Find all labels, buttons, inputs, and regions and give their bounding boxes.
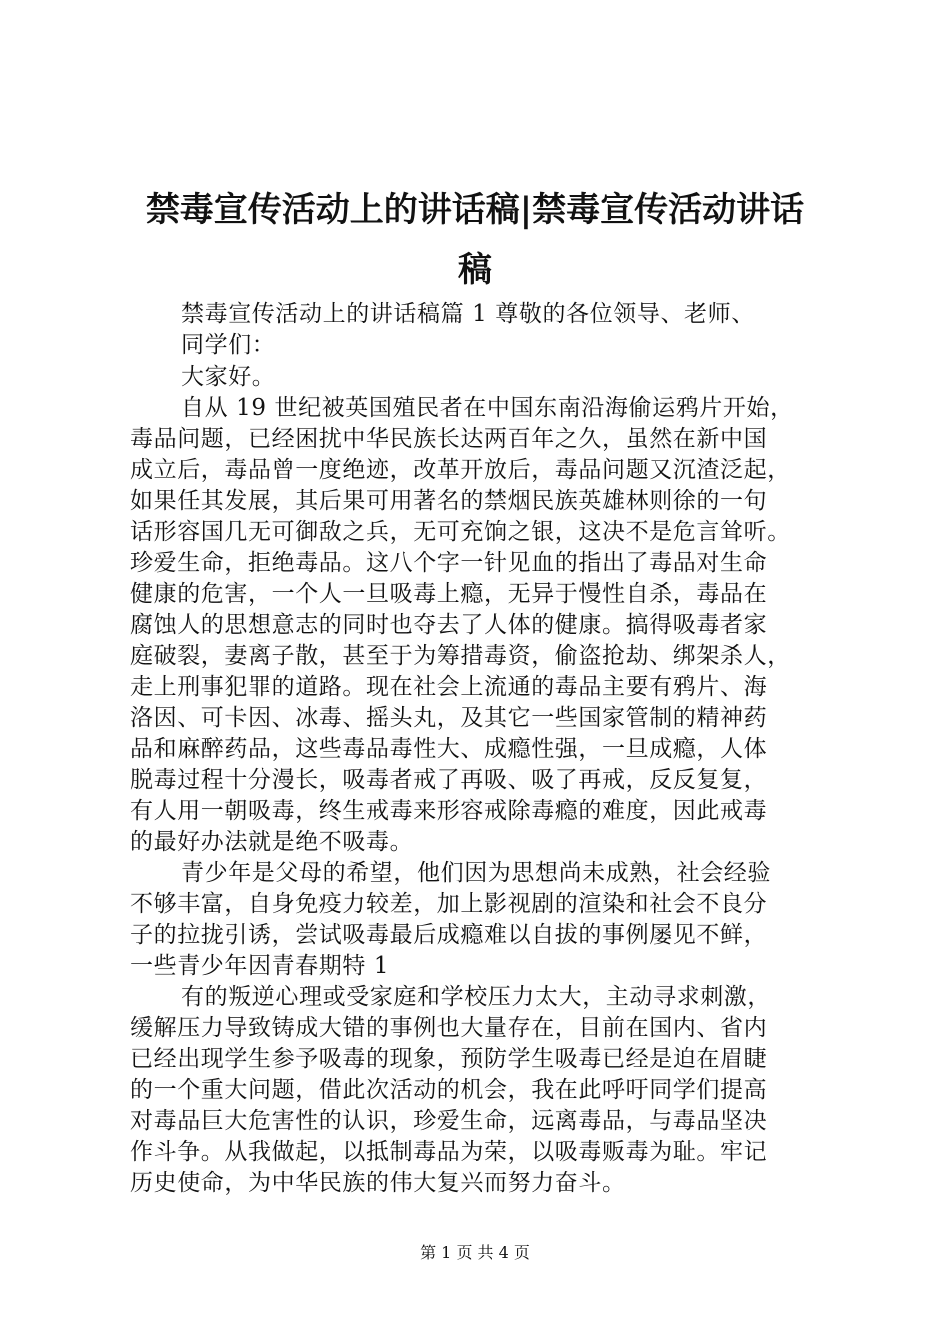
body-line: 作斗争。从我做起，以抵制毒品为荣，以吸毒贩毒为耻。牢记	[130, 1139, 768, 1165]
page-footer: 第 1 页 共 4 页	[420, 1243, 530, 1262]
body-line: 一些青少年因青春期特 1	[130, 953, 390, 979]
body-line: 已经出现学生参予吸毒的现象，预防学生吸毒已经是迫在眉睫	[130, 1046, 768, 1072]
body-line: 对毒品巨大危害性的认识，珍爱生命，远离毒品，与毒品坚决	[130, 1108, 768, 1134]
body-line: 大家好。	[181, 364, 276, 390]
body-line: 的最好办法就是绝不吸毒。	[130, 829, 414, 855]
body-line: 有的叛逆心理或受家庭和学校压力太大，主动寻求刺激，	[181, 984, 771, 1010]
body-line: 脱毒过程十分漫长，吸毒者戒了再吸、吸了再戒，反反复复，	[130, 767, 768, 793]
body-line: 腐蚀人的思想意志的同时也夺去了人体的健康。搞得吸毒者家	[130, 612, 768, 638]
body-line: 禁毒宣传活动上的讲话稿篇 1 尊敬的各位领导、老师、	[181, 301, 755, 327]
body-line: 珍爱生命，拒绝毒品。这八个字一针见血的指出了毒品对生命	[130, 550, 768, 576]
body-line: 有人用一朝吸毒，终生戒毒来形容戒除毒瘾的难度，因此戒毒	[130, 798, 768, 824]
body-line: 成立后，毒品曾一度绝迹，改革开放后，毒品问题又沉渣泛起，	[130, 457, 791, 483]
body-line: 的一个重大问题，借此次活动的机会，我在此呼吁同学们提高	[130, 1077, 768, 1103]
body-line: 自从 19 世纪被英国殖民者在中国东南沿海偷运鸦片开始，	[181, 395, 794, 421]
body-line: 毒品问题，已经困扰中华民族长达两百年之久，虽然在新中国	[130, 426, 768, 452]
body-line: 子的拉拢引诱，尝试吸毒最后成瘾难以自拔的事例屡见不鲜，	[130, 922, 768, 948]
body-line: 庭破裂，妻离子散，甚至于为筹措毒资，偷盗抢劫、绑架杀人，	[130, 643, 791, 669]
body-line: 健康的危害，一个人一旦吸毒上瘾，无异于慢性自杀，毒品在	[130, 581, 768, 607]
body-line: 同学们：	[181, 332, 276, 358]
body-line: 话形容国几无可御敌之兵，无可充饷之银，这决不是危言耸听。	[130, 519, 791, 545]
body-line: 走上刑事犯罪的道路。现在社会上流通的毒品主要有鸦片、海	[130, 674, 768, 700]
body-line: 缓解压力导致铸成大错的事例也大量存在，目前在国内、省内	[130, 1015, 768, 1041]
document-title: 禁毒宣传活动上的讲话稿|禁毒宣传活动讲话	[145, 190, 805, 230]
body-line: 不够丰富，自身免疫力较差，加上影视剧的渲染和社会不良分	[130, 891, 768, 917]
body-line: 历史使命，为中华民族的伟大复兴而努力奋斗。	[130, 1170, 626, 1196]
body-line: 青少年是父母的希望，他们因为思想尚未成熟，社会经验	[181, 860, 771, 886]
body-line: 洛因、可卡因、冰毒、摇头丸，及其它一些国家管制的精神药	[130, 705, 768, 731]
document-title-continued: 稿	[458, 250, 492, 290]
body-line: 如果任其发展，其后果可用著名的禁烟民族英雄林则徐的一句	[130, 488, 768, 514]
body-line: 品和麻醉药品，这些毒品毒性大、成瘾性强，一旦成瘾，人体	[130, 736, 768, 762]
